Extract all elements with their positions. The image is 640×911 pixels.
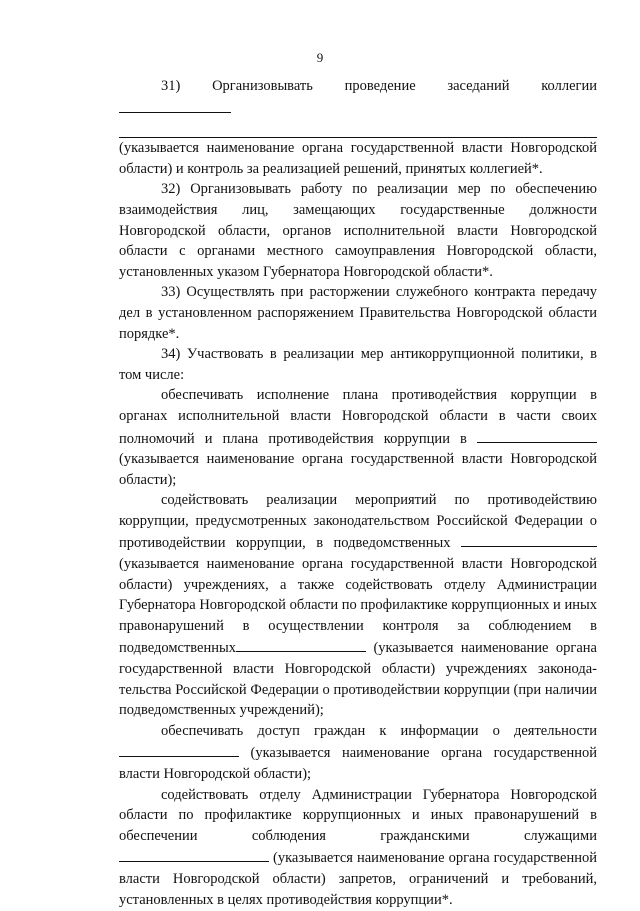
blank-line xyxy=(119,846,269,862)
paragraph-text: (указывается наименование органа государственной власти Новгородской области); xyxy=(119,451,597,488)
paragraph-34: 34) Участвовать в реализации мер антикоррупционной политики, в том числе: xyxy=(119,346,597,383)
paragraph-anticorruption-measures xyxy=(119,490,597,721)
paragraph-31-text: 31) Организовывать проведение заседаний коллегии xyxy=(161,78,597,94)
blank-line xyxy=(119,119,597,138)
paragraph-33: 33) Осуществлять при расторжении служебного контракта передачу дел в установленном распоряжением Правительства Новгородской области порядке*. xyxy=(119,284,597,342)
paragraph-information-access xyxy=(119,721,597,785)
blank-line xyxy=(236,636,366,652)
paragraph-text: (указывается наименование органа государственной власти Новгородской области) запретов, ограничений и требований, установленных в целях противодействия коррупции*. xyxy=(119,850,597,908)
document-body xyxy=(119,76,597,910)
page-number: 9 xyxy=(316,50,324,65)
paragraph-31 xyxy=(119,76,597,138)
paragraph-31-continuation: (указывается наименование органа государственной власти Новгородской области) и контроль за реализацией решений, принятых коллегией*. xyxy=(119,140,597,177)
blank-line xyxy=(119,97,231,113)
paragraph-text: (указывается наименование органа государственной власти Новгородской области) учреждениях законода-тельства Российской Федерации о противодействии коррупции (при наличии подведомственных учреждений); xyxy=(119,640,597,719)
blank-line xyxy=(477,427,597,443)
paragraph-text: содействовать отделу Администрации Губернатора Новгородской области по профилактике коррупционных и иных правонарушений в обеспечении соблюдения гражданскими служащими xyxy=(119,786,597,844)
paragraph-compliance xyxy=(119,785,597,911)
blank-line xyxy=(119,741,239,757)
blank-line xyxy=(461,531,597,547)
paragraph-text: обеспечивать исполнение плана противодействия коррупции в органах исполнительной власти Новгородской области в части своих полномочий и плана противодействия коррупции в xyxy=(119,387,597,447)
paragraph-text: обеспечивать доступ граждан к информации о деятельности xyxy=(161,722,597,739)
paragraph-text: (указывается наименование органа государственной власти Новгородской области) учреждениях, а также содействовать отделу Администрации Губернатора Новгородской области по профилактике коррупционных и иных правонарушений в осуществлении контроля за соблюдением в подведомственных xyxy=(119,556,597,657)
paragraph-anticorruption-plan xyxy=(119,385,597,490)
paragraph-32: 32) Организовывать работу по реализации мер по обеспечению взаимодействия лиц, замещающих государственные должности Новгородской области, органов исполнительной власти Новгородской области с органами местного самоуправления Новгородской области, установленных указом Губернатора Новгородской области*. xyxy=(119,181,597,280)
paragraph-text: (указывается наименование органа государственной власти Новгородской области); xyxy=(119,745,597,782)
paragraph-text: содействовать реализации мероприятий по противодействию коррупции, предусмотренных законодательством Российской Федерации о противодействии коррупции, в подведомственных xyxy=(119,492,597,552)
